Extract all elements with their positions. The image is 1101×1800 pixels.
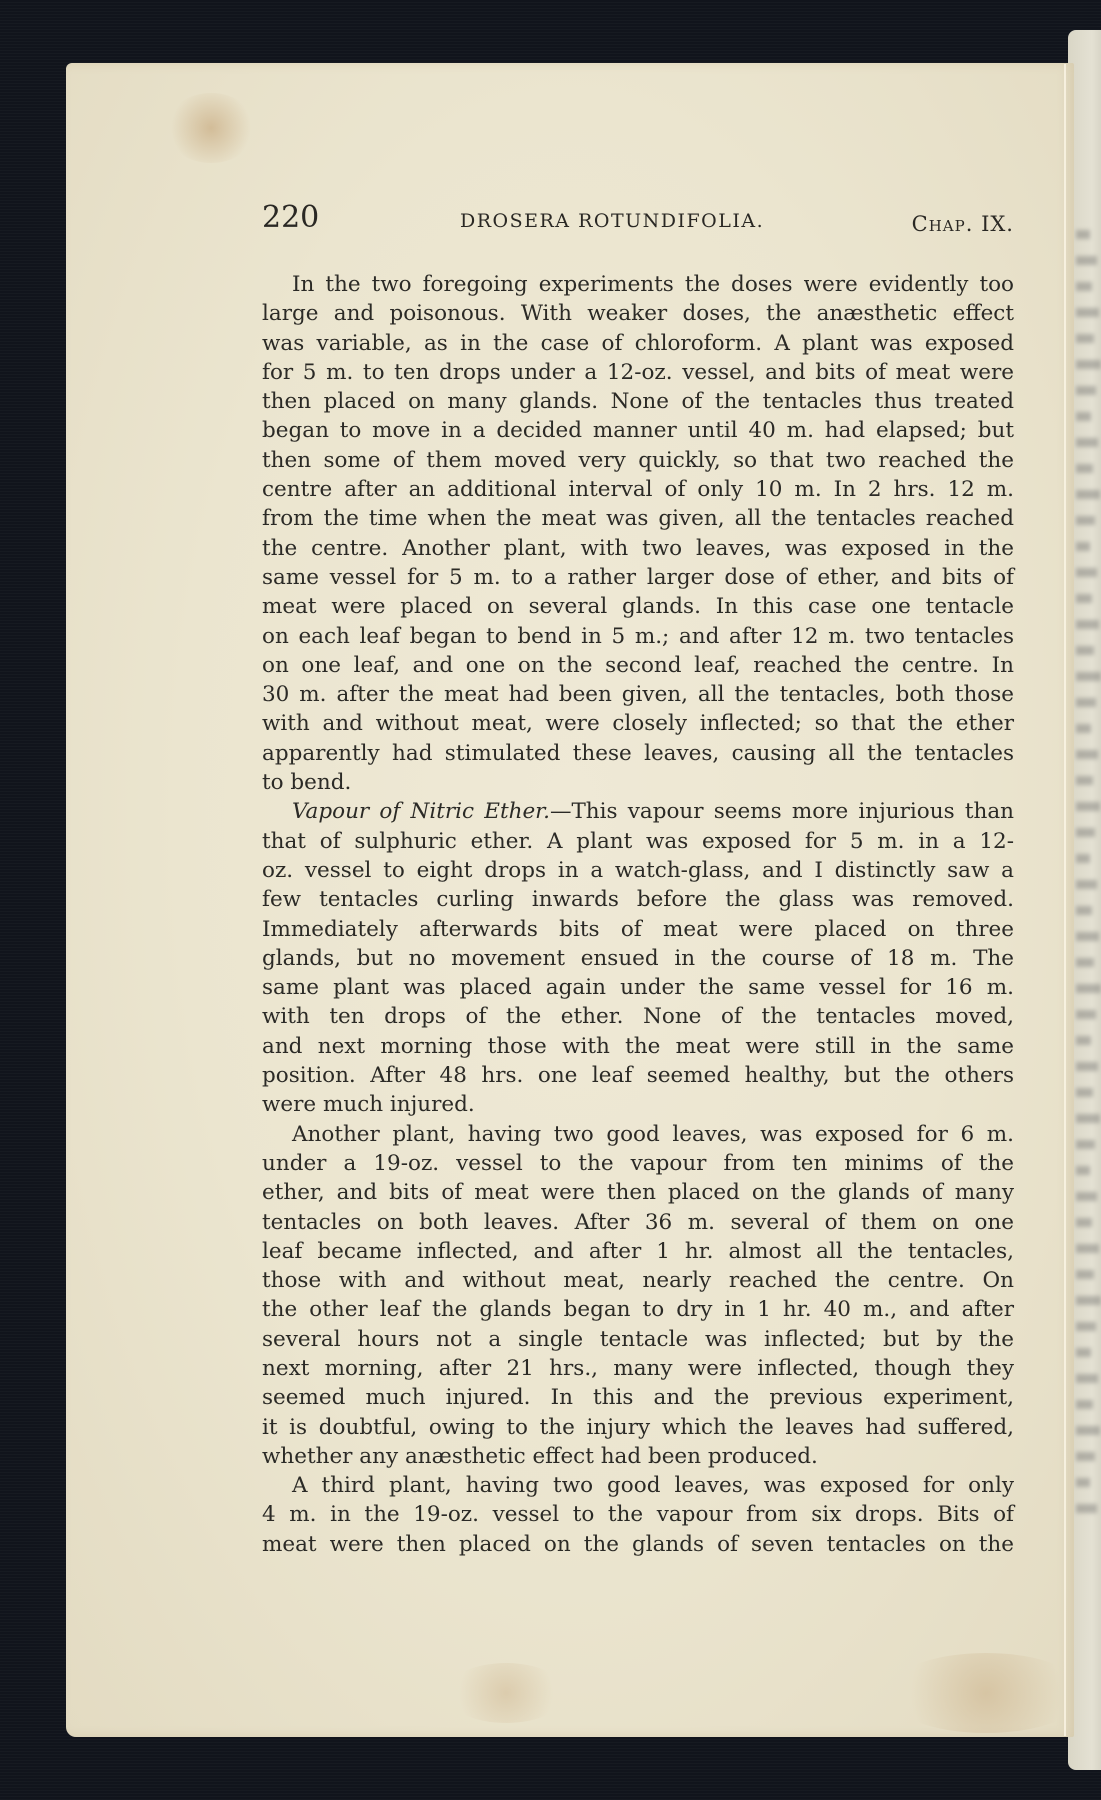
text-line: ether, and bits of meat were then placed on the glands of many [262, 1180, 1014, 1206]
bleed-through-text-mark [1076, 620, 1099, 629]
bleed-through-text-mark [1076, 1244, 1099, 1253]
text-line: Another plant, having two good leaves, was exposed for 6 m. [292, 1121, 1014, 1147]
text-line: apparently had stimulated these leaves, causing all the tentacles [262, 740, 1014, 766]
bleed-through-text-mark [1076, 308, 1099, 317]
text-line: then some of them moved very quickly, so that two reached the [262, 447, 1014, 473]
running-head [262, 200, 1014, 240]
text-line: tentacles on both leaves. After 36 m. several of them on one [262, 1209, 1014, 1235]
text-line: same vessel for 5 m. to a rather larger dose of ether, and bits of [262, 564, 1014, 590]
bleed-through-text-mark [1076, 1062, 1098, 1071]
bleed-through-text-mark [1076, 880, 1097, 889]
text-line: the centre. Another plant, with two leaves, was exposed in the [262, 535, 1014, 561]
text-line [262, 797, 1014, 826]
text-line: on one leaf, and one on the second leaf, reached the centre. In [262, 652, 1014, 678]
text-line: centre after an additional interval of only 10 m. In 2 hrs. 12 m. [262, 477, 1014, 503]
text-line: those with and without meat, nearly reached the centre. On [262, 1268, 1014, 1294]
foxing-stain [446, 1663, 566, 1723]
bleed-through-text-mark [1076, 1140, 1095, 1149]
text-line: began to move in a decided manner until 40 m. had elapsed; but [262, 418, 1014, 444]
text-line: 30 m. after the meat had been given, all the tentacles, both those [262, 682, 1014, 708]
bleed-through-text-mark [1076, 412, 1091, 421]
bleed-through-text-mark [1076, 542, 1090, 551]
bleed-through-text-mark [1076, 984, 1101, 993]
text-line: Immediately afterwards bits of meat were placed on three [262, 916, 1014, 942]
bleed-through-text-mark [1076, 334, 1094, 343]
paragraph [262, 1471, 1014, 1559]
bleed-through-text-mark [1076, 932, 1099, 941]
bleed-through-text-mark [1076, 1478, 1090, 1487]
bleed-through-text-mark [1076, 724, 1091, 733]
text-line: leaf became inflected, and after 1 hr. almost all the tentacles, [262, 1238, 1014, 1264]
foxing-stain [886, 1653, 1086, 1733]
bleed-through-text-mark [1076, 282, 1092, 291]
text-line: In the two foregoing experiments the doses were evidently too [292, 272, 1014, 297]
bleed-through-text-mark [1076, 1374, 1098, 1383]
foxing-stain [166, 93, 256, 163]
bleed-through-text-mark [1076, 1192, 1097, 1201]
bleed-through-text-mark [1076, 1114, 1100, 1123]
bleed-through-text-mark [1076, 1322, 1096, 1331]
text-line: the other leaf the glands began to dry in 1 hr. 40 m., and after [262, 1297, 1014, 1323]
page-fold-highlight [1064, 64, 1066, 1736]
text-line: 4 m. in the 19-oz. vessel to the vapour from six drops. Bits of [262, 1502, 1014, 1528]
bleed-through-text-mark [1076, 1452, 1095, 1461]
text-line: under a 19-oz. vessel to the vapour from ten minims of the [262, 1150, 1014, 1176]
bleed-through-text-mark [1076, 1010, 1096, 1019]
bleed-through-text-mark [1076, 490, 1100, 499]
text-line: and next morning those with the meat were still in the same [262, 1033, 1014, 1059]
text-line: glands, but no movement ensued in the course of 18 m. The [262, 945, 1014, 971]
bleed-through-text-mark [1076, 828, 1095, 837]
bleed-through-text-mark [1076, 1504, 1097, 1513]
text-line: then placed on many glands. None of the tentacles thus treated [262, 389, 1014, 415]
paragraph [262, 797, 1014, 1119]
text-line: several hours not a single tentacle was inflected; but by the [262, 1326, 1014, 1352]
bleed-through-text-mark [1076, 906, 1092, 915]
bleed-through-text-mark [1076, 776, 1093, 785]
bleed-through-text-mark [1076, 1036, 1091, 1045]
section-heading: Vapour of Nitric Ether. [292, 799, 550, 825]
bleed-through-text-mark [1076, 1348, 1091, 1357]
book-title: DROSERA ROTUNDIFOLIA. [460, 210, 765, 232]
bleed-through-text-mark [1076, 594, 1092, 603]
text-line: to bend. [262, 770, 352, 796]
bleed-through-text-mark [1076, 646, 1094, 655]
bleed-through-text-mark [1076, 1270, 1094, 1279]
text-line: it is doubtful, owing to the injury which the leaves had suffered, [262, 1414, 1014, 1440]
bleed-through-text-mark [1076, 1426, 1100, 1435]
bleed-through-text-mark [1076, 698, 1096, 707]
bleed-through-text-mark [1076, 802, 1100, 811]
bleed-through-text-mark [1076, 672, 1101, 681]
text-line: from the time when the meat was given, all the tentacles reached [262, 506, 1014, 532]
heading-continuation: —This vapour seems more injurious than [549, 799, 1014, 825]
bleed-through-text-mark [1076, 438, 1098, 447]
bleed-through-text-mark [1076, 230, 1090, 239]
text-line: with ten drops of the ether. None of the tentacles moved, [262, 1004, 1014, 1030]
bleed-through-text-mark [1076, 854, 1090, 863]
paragraph [262, 1120, 1014, 1472]
text-line: meat were then placed on the glands of seven tentacles on the [262, 1531, 1014, 1557]
bleed-through-text-mark [1076, 1166, 1090, 1175]
bleed-through-text-mark [1076, 256, 1097, 265]
page-number: 220 [262, 200, 320, 235]
text-line: on each leaf began to bend in 5 m.; and after 12 m. two tentacles [262, 623, 1014, 649]
text-line: large and poisonous. With weaker doses, the anæsthetic effect [262, 301, 1014, 327]
paragraph [262, 270, 1014, 797]
bleed-through-text-mark [1076, 1088, 1093, 1097]
text-line: A third plant, having two good leaves, was exposed for only [292, 1473, 1014, 1499]
bleed-through-text-mark [1076, 750, 1098, 759]
body-text [262, 270, 1014, 1559]
text-line: seemed much injured. In this and the previous experiment, [262, 1385, 1014, 1411]
bleed-through-text-mark [1076, 360, 1101, 369]
text-line: position. After 48 hrs. one leaf seemed healthy, but the others [262, 1063, 1014, 1089]
bleed-through-text-mark [1076, 568, 1097, 577]
text-line: same plant was placed again under the same vessel for 16 m. [262, 975, 1014, 1001]
text-line: were much injured. [262, 1092, 475, 1118]
text-line: meat were placed on several glands. In this case one tentacle [262, 594, 1014, 620]
bleed-through-text-mark [1076, 958, 1094, 967]
bleed-through-text-mark [1076, 516, 1095, 525]
bleed-through-text-mark [1076, 1218, 1092, 1227]
text-line: whether any anæsthetic effect had been produced. [262, 1443, 818, 1469]
bleed-through-text-mark [1076, 1296, 1101, 1305]
text-line: oz. vessel to eight drops in a watch-glass, and I distinctly saw a [262, 857, 1014, 883]
text-line: that of sulphuric ether. A plant was exposed for 5 m. in a 12- [262, 828, 1014, 854]
bleed-through-text-mark [1076, 386, 1096, 395]
bleed-through-text-mark [1076, 464, 1093, 473]
chapter-label: Chap. IX. [911, 212, 1014, 236]
text-line: next morning, after 21 hrs., many were inflected, though they [262, 1355, 1014, 1381]
text-line: was variable, as in the case of chloroform. A plant was exposed [262, 330, 1014, 356]
text-line: with and without meat, were closely inflected; so that the ether [262, 711, 1014, 737]
text-line: few tentacles curling inwards before the glass was removed. [262, 887, 1014, 913]
bleed-through-text-mark [1076, 1400, 1093, 1409]
text-line: for 5 m. to ten drops under a 12-oz. vessel, and bits of meat were [262, 359, 1014, 385]
